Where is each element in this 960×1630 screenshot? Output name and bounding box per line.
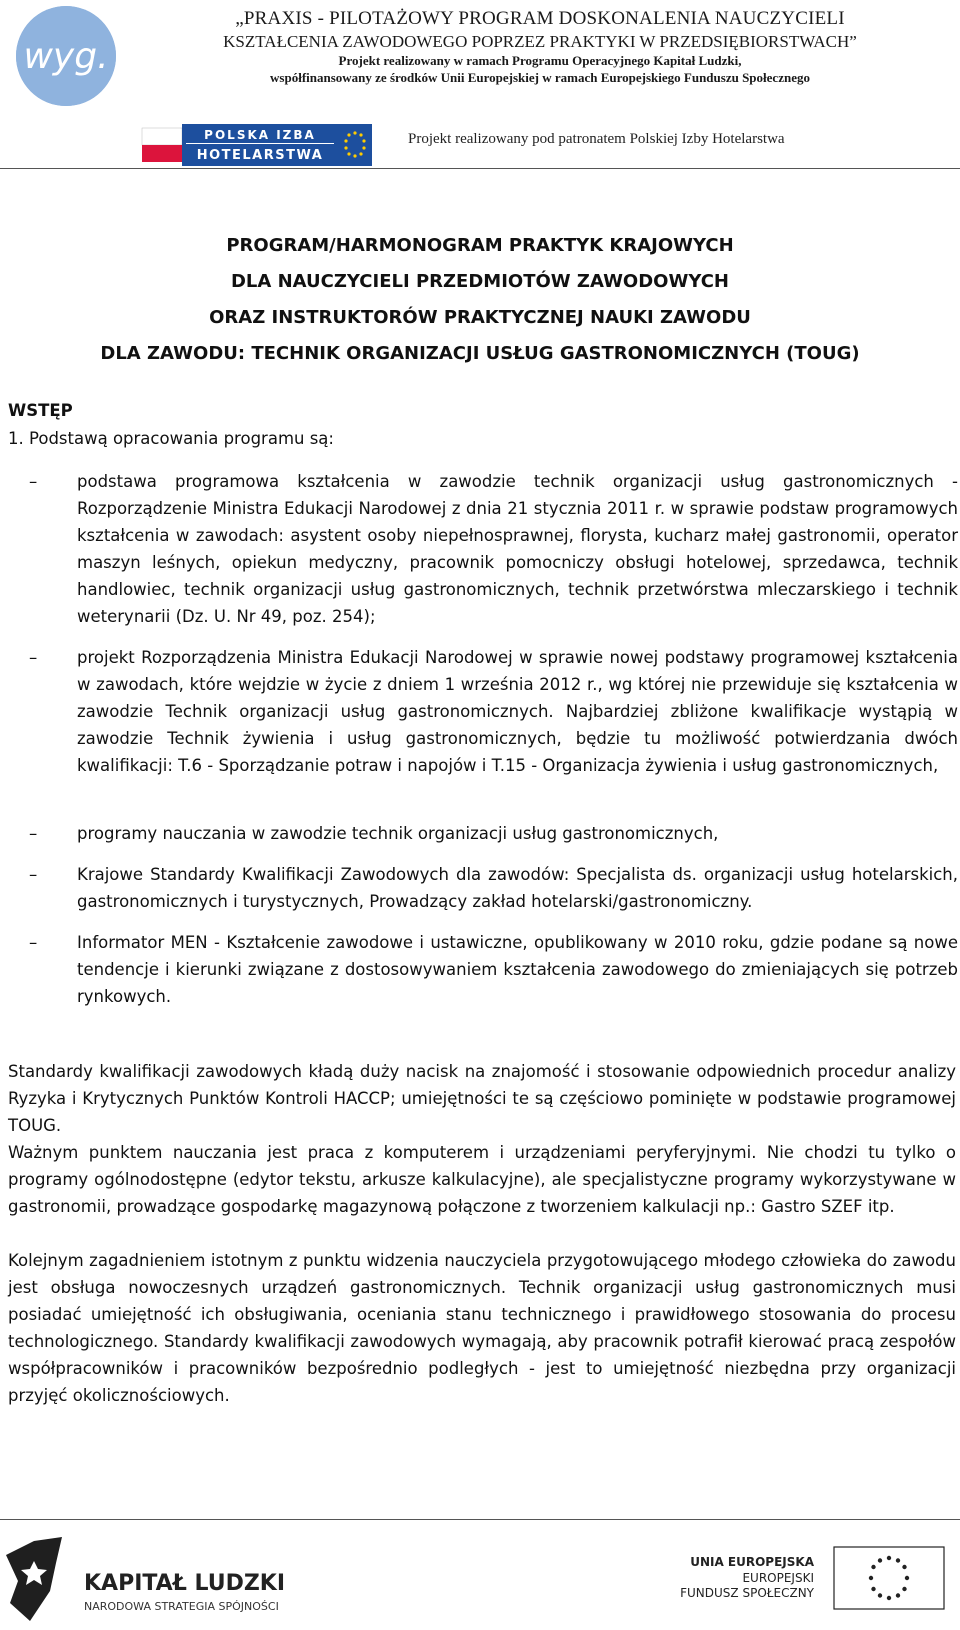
svg-text:FUNDUSZ SPOŁECZNY: FUNDUSZ SPOŁECZNY (680, 1586, 814, 1600)
svg-text:wyg.: wyg. (23, 36, 109, 77)
paragraph-haccp: Standardy kwalifikacji zawodowych kładą duży nacisk na znajomość i stosowanie odpowiednich procedur analizy Ryzyka i Krytycznych Punktów Kontroli HACCP; umiejętności te są częściowo pominięte w podstawie programowej TOUG. (8, 1062, 956, 1135)
list-item (0, 861, 960, 915)
patronage-note: Projekt realizowany pod patronatem Polskiej Izby Hotelarstwa (408, 131, 785, 147)
title-line-3: ORAZ INSTRUKTORÓW PRAKTYCZNEJ NAUKI ZAWODU (209, 307, 751, 328)
kapital-ludzki-logo (4, 1533, 314, 1625)
document-title (0, 228, 960, 372)
intro-line: 1. Podstawą opracowania programu są: (8, 429, 334, 448)
svg-text:EUROPEJSKI: EUROPEJSKI (742, 1571, 814, 1585)
header-funding-line: Projekt realizowany w ramach Programu Operacyjnego Kapitał Ludzki, (338, 53, 742, 68)
list-item (0, 820, 960, 847)
header-text (120, 6, 960, 86)
wyg-logo (16, 6, 116, 106)
list-item (0, 929, 960, 1010)
list-item-text: Krajowe Standardy Kwalifikacji Zawodowych dla zawodów: Specjalista ds. organizacji usług hotelarskich, gastronomicznych i turystycznych, Prowadzący zakład hotelarski/gastronomiczny. (77, 865, 958, 911)
svg-text:HOTELARSTWA: HOTELARSTWA (196, 148, 324, 163)
bullet-dash: – (29, 472, 38, 491)
list-item (0, 468, 960, 630)
eu-efs-logo-graphic (680, 1545, 955, 1611)
list-item (0, 644, 960, 806)
list-item-text: podstawa programowa kształcenia w zawodzie technik organizacji usług gastronomicznych - Rozporządzenie Ministra Edukacji Narodowej z dnia 21 stycznia 2011 r. w sprawie podstaw programowych kształcenia w zawodach: asystent osoby niepełnosprawnej, florysta, kucharz małej gastronomii, operator maszyn leśnych, opiekun medyczny, pracownik pomocniczy obsługi hotelowej, sprzedawca, technik handlowiec, technik organizacji usług gastronomicznych, technik przetwórstwa mleczarskiego i technik weterynarii (Dz. U. Nr 49, poz. 254); (77, 472, 958, 626)
bullet-dash: – (29, 824, 38, 843)
header-program-title: „PRAXIS - PILOTAŻOWY PROGRAM DOSKONALENIA NAUCZYCIELI (235, 8, 845, 29)
header-divider (0, 168, 960, 169)
svg-text:POLSKA IZBA: POLSKA IZBA (204, 128, 316, 142)
svg-text:UNIA EUROPEJSKA: UNIA EUROPEJSKA (690, 1555, 814, 1569)
header-program-subtitle: KSZTAŁCENIA ZAWODOWEGO POPRZEZ PRAKTYKI W PRZEDSIĘBIORSTWACH” (223, 32, 857, 51)
list-item-text: projekt Rozporządzenia Ministra Edukacji Narodowej w sprawie nowej podstawy programowej kształcenia w zawodach, które wejdzie w życie z dniem 1 września 2012 r., wg której nie przewiduje się kształcenia w zawodzie Technik organizacji usług gastronomicznych. Najbardziej zbliżone kwalifikacje wystąpią w zawodzie Technik żywienia i usług gastronomicznych, będzie tu możliwość potwierdzania dwóch kwalifikacji: T.6 - Sporządzanie potraw i napojów i T.15 - Organizacja żywienia i usług gastronomicznych, (77, 648, 958, 775)
title-line-1: PROGRAM/HARMONOGRAM PRAKTYK KRAJOWYCH (226, 235, 734, 256)
title-line-2: DLA NAUCZYCIELI PRZEDMIOTÓW ZAWODOWYCH (230, 271, 729, 292)
bullet-dash: – (29, 933, 38, 952)
section-heading: WSTĘP (8, 401, 73, 420)
footer-divider (0, 1519, 960, 1520)
svg-text:KAPITAŁ LUDZKI: KAPITAŁ LUDZKI (84, 1571, 286, 1596)
list-item-text: Informator MEN - Kształcenie zawodowe i ustawiczne, opublikowany w 2010 roku, gdzie podane są nowe tendencje i kierunki związane z dostosowywaniem kształcenia zawodowego do zmieniających się potrzeb rynkowych. (77, 933, 958, 1006)
paragraph-computer: Ważnym punktem nauczania jest praca z komputerem i urządzeniami peryferyjnymi. Nie chodzi tu tylko o programy ogólnodostępne (edytor tekstu, arkusze kalkulacyjne), ale specjalistyczne programy wykorzystywane w gastronomii, prowadzące gospodarkę magazynową połączone z tworzeniem kalkulacji np.: Gastro SZEF itp. (8, 1143, 956, 1216)
page-header (0, 0, 960, 170)
svg-text:NARODOWA STRATEGIA SPÓJNOŚCI: NARODOWA STRATEGIA SPÓJNOŚCI (84, 1600, 279, 1613)
list-item-text: programy nauczania w zawodzie technik organizacji usług gastronomicznych, (77, 824, 719, 843)
bullet-dash: – (29, 865, 38, 884)
title-line-4: DLA ZAWODU: TECHNIK ORGANIZACJI USŁUG GASTRONOMICZNYCH (TOUG) (100, 343, 860, 364)
basis-list (0, 468, 960, 1024)
header-cofunding-line: współfinansowany ze środków Unii Europejskiej w ramach Europejskiego Funduszu Społecznego (270, 70, 810, 85)
wyg-logo-graphic (16, 6, 116, 106)
kapital-ludzki-logo-graphic (4, 1533, 314, 1625)
paragraph-equipment: Kolejnym zagadnieniem istotnym z punktu widzenia nauczyciela przygotowującego młodego człowieka do zawodu jest obsługa nowoczesnych urządzeń gastronomicznych. Technik organizacji usług gastronomicznych musi posiadać umiejętność ich obsługiwania, oceniania stanu technicznego i prawidłowego stosowania do procesu technologicznego. Standardy kwalifikacji zawodowych wymagają, aby pracownik potrafił kierować pracą zespołów współpracowników i pracowników bezpośrednio podległych - jest to umiejętność niezbędna przy organizacji przyjęć okolicznościowych. (8, 1251, 956, 1405)
eu-efs-logo (680, 1545, 955, 1611)
bullet-dash: – (29, 648, 38, 667)
polska-izba-hotelarstwa-logo (142, 124, 372, 166)
pih-logo-graphic (142, 124, 372, 166)
